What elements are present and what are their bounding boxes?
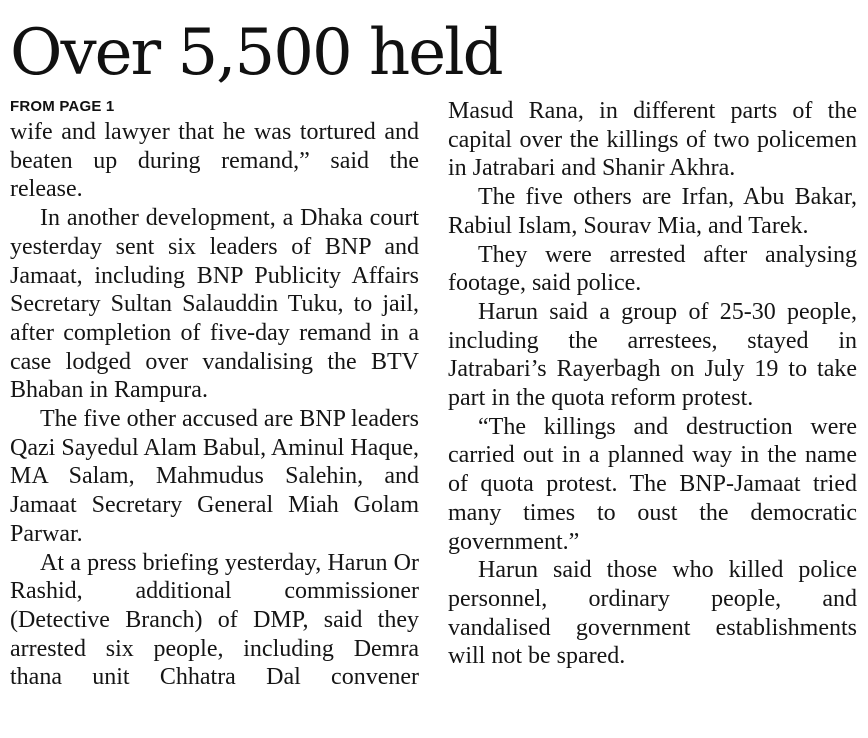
left-column xyxy=(10,96,419,692)
right-column xyxy=(448,97,857,671)
paragraph: The five other accused are BNP leaders Qazi Sayedul Alam Babul, Aminul Haque, MA Salam, Mahmudus Salehin, and Jamaat Secretary General Miah Golam Parwar. xyxy=(10,406,419,547)
paragraph: In another development, a Dhaka court yesterday sent six leaders of BNP and Jamaat, including BNP Publicity Affairs Secretary Sultan Salauddin Tuku, to jail, after completion of five-day remand in a case lodged over vandalising the BTV Bhaban in Rampura. xyxy=(10,205,419,404)
paragraph: wife and lawyer that he was tortured and beaten up during remand,” said the release. xyxy=(10,119,419,203)
paragraph: They were arrested after analysing footage, said police. xyxy=(448,241,857,297)
continuation-kicker: FROM PAGE 1 xyxy=(10,98,115,115)
paragraph: Harun said a group of 25-30 people, including the arrestees, stayed in Jatrabari’s Rayerbagh on July 19 to take part in the quota reform protest. xyxy=(448,298,857,412)
paragraph: At a press briefing yesterday, Harun Or Rashid, additional commissioner (Detective Branch) of DMP, said they arrested six people, including Demra thana unit Chhatra Dal convener xyxy=(10,549,419,691)
paragraph: Masud Rana, in different parts of the capital over the killings of two policemen in Jatrabari and Shanir Akhra. xyxy=(448,98,857,182)
paragraph: The five others are Irfan, Abu Bakar, Rabiul Islam, Sourav Mia, and Tarek. xyxy=(448,184,857,239)
paragraph: Harun said those who killed police personnel, ordinary people, and vandalised government establishments will not be spared. xyxy=(448,557,857,670)
paragraph: “The killings and destruction were carried out in a planned way in the name of quota protest. The BNP-Jamaat tried many times to oust the democratic government.” xyxy=(448,413,857,555)
headline: Over 5,500 held xyxy=(10,16,502,90)
